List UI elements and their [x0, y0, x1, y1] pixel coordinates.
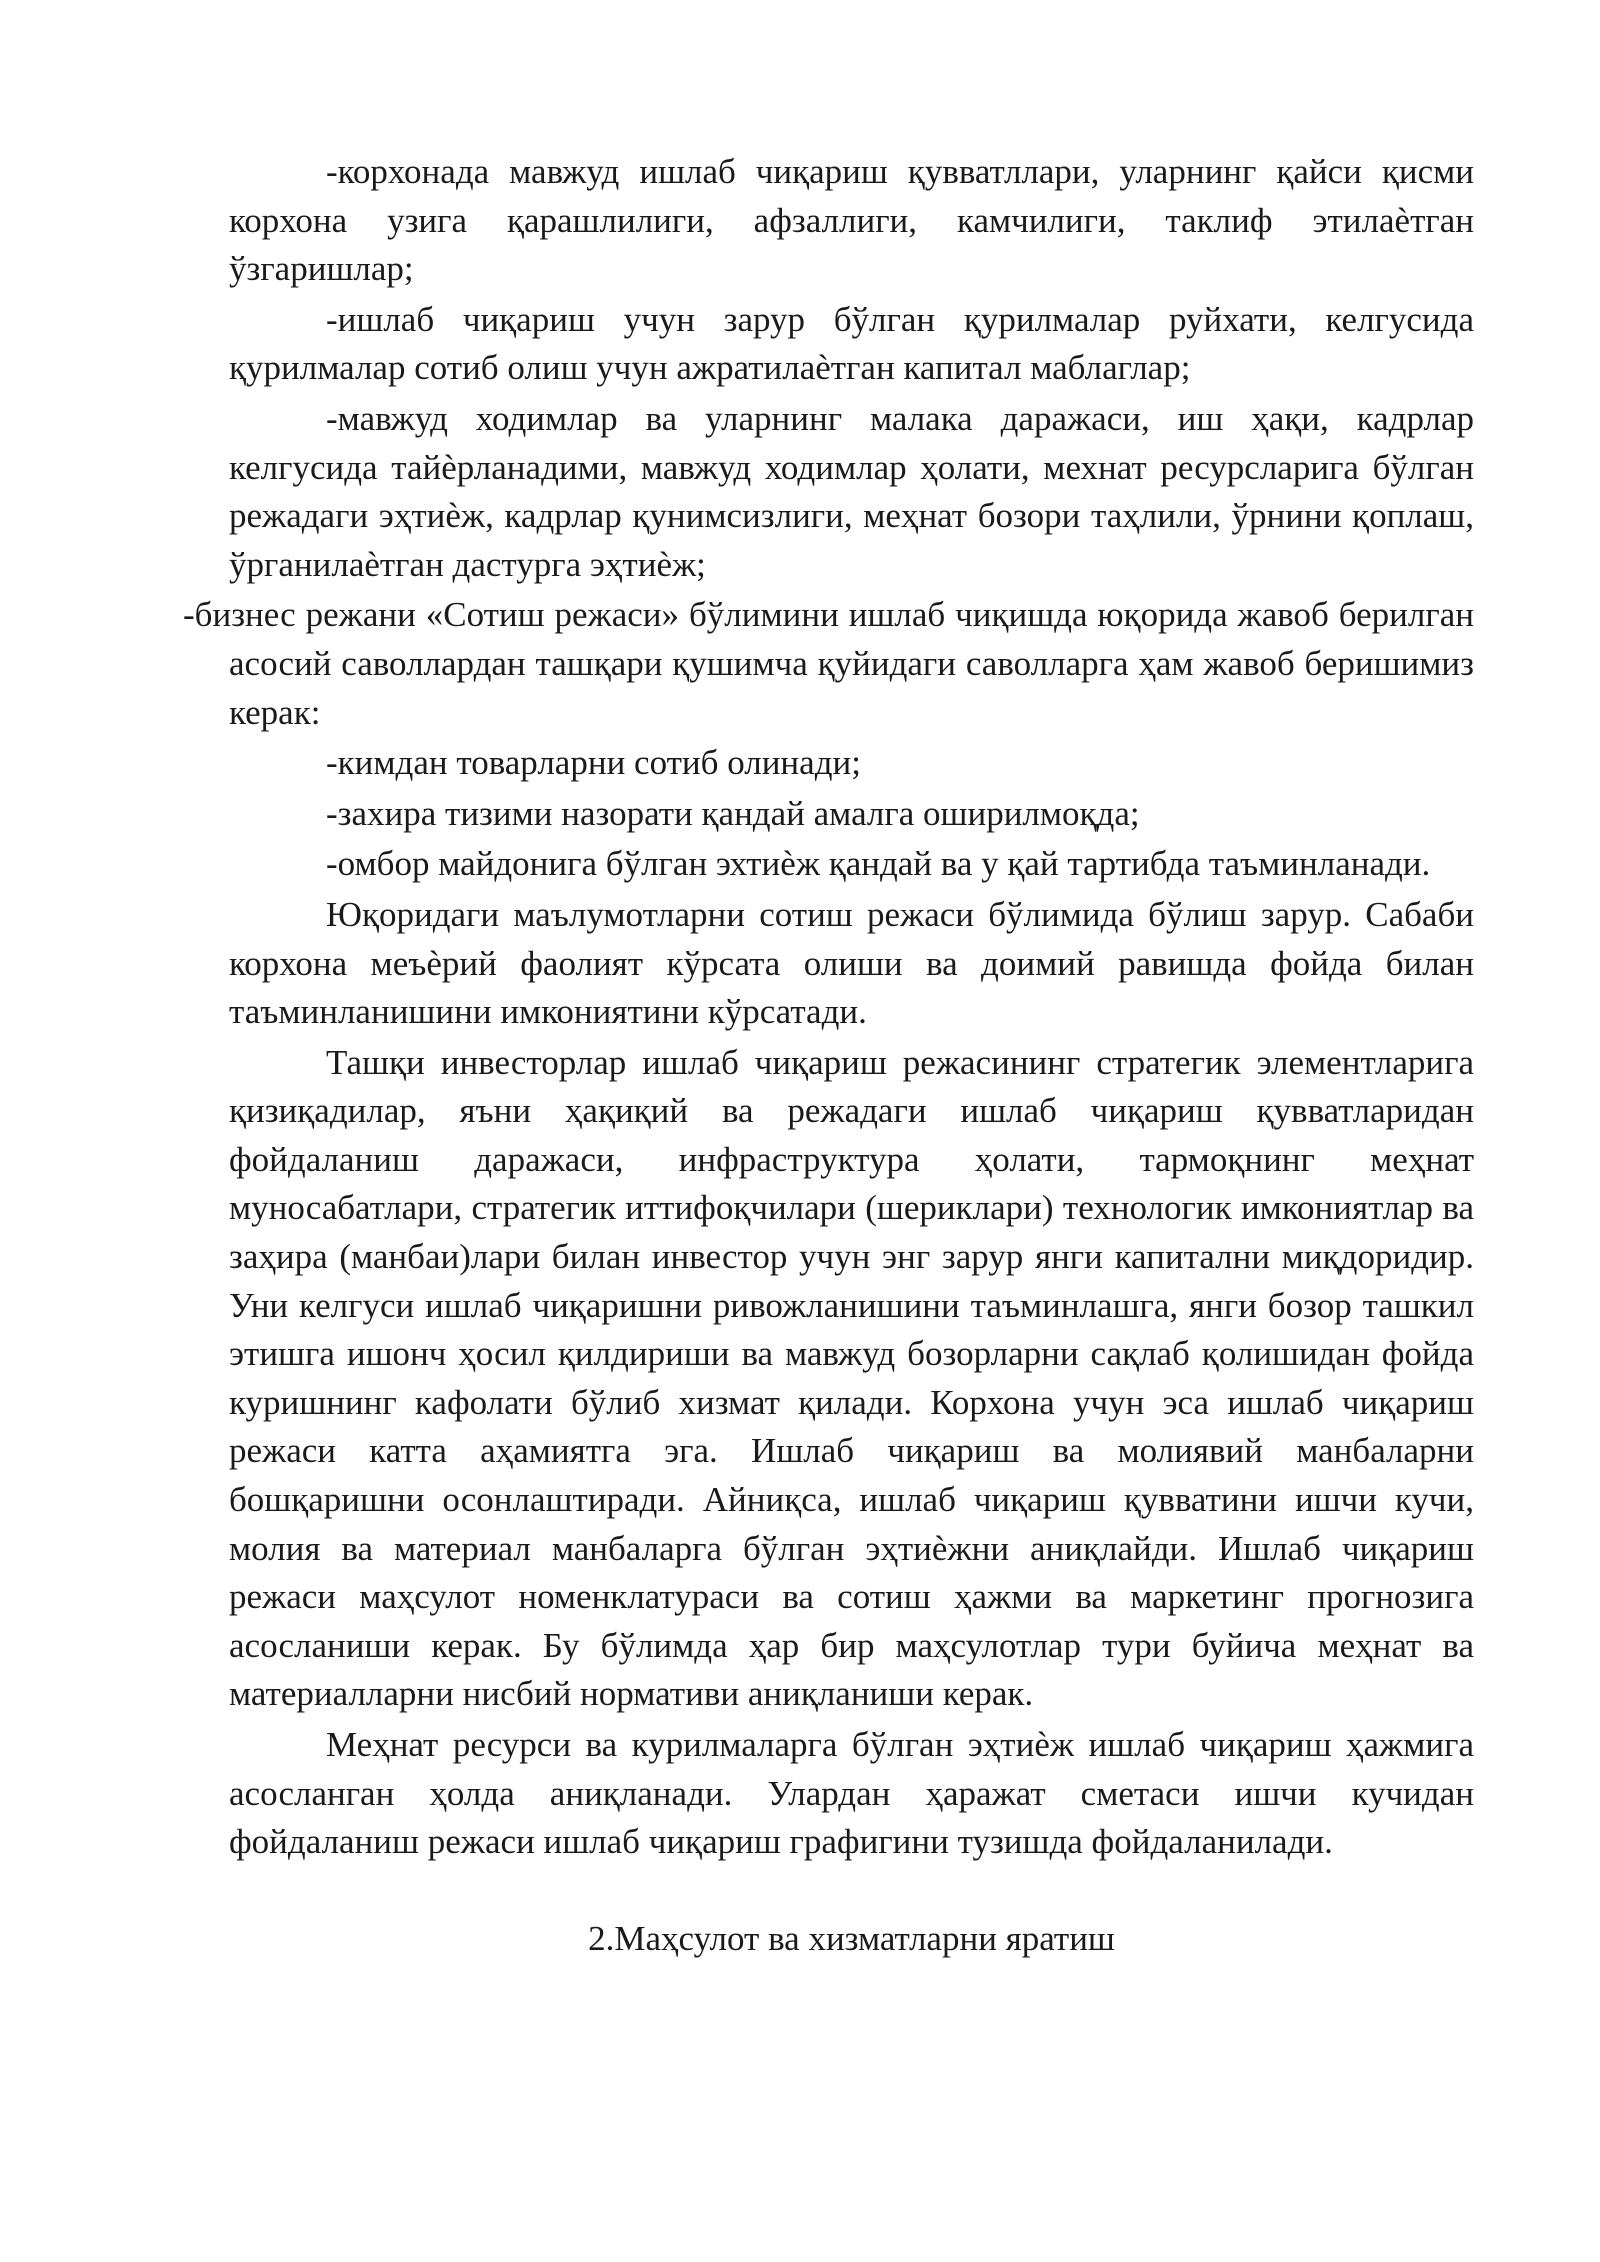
section-heading: 2.Маҳсулот ва хизматларни яратиш [588, 1918, 1115, 1958]
paragraph-labor-resources: Меҳнат ресурси ва курилмаларга бўлган эҳтиѐж ишлаб чиқариш ҳажмига асосланган ҳолда аниқланади. Улардан ҳаражат сметаси ишчи кучидан фойдаланиш режаси ишлаб чиқариш графигини тузишда фойдаланилади. [229, 1725, 1474, 1862]
list-item-suppliers: -кимдан товарларни сотиб олинади; [326, 743, 861, 783]
paragraph-staff: -мавжуд ходимлар ва уларнинг малака даражаси, иш ҳақи, кадрлар келгусида тайѐрланадими, мавжуд ходимлар ҳолати, мехнат ресурсларига бўлган режадаги эҳтиѐж, кадрлар қунимсизлиги, меҳнат бозори таҳлили, ўрнини қоплаш, ўрганилаѐтган дастурга эҳтиѐж; [229, 398, 1474, 584]
list-item-inventory-control: -захира тизими назорати қандай амалга оширилмоқда; [326, 793, 1140, 833]
paragraph-production-capacity: -корхонада мавжуд ишлаб чиқариш қувватллари, уларнинг қайси қисми корхона узига қарашлилиги, афзаллиги, камчилиги, таклиф этилаѐтган ўзгаришлар; [229, 152, 1474, 289]
paragraph-investors: Ташқи инвесторлар ишлаб чиқариш режасининг стратегик элементларига қизиқадилар, яъни ҳақиқий ва режадаги ишлаб чиқариш қувватларидан фойдаланиш даражаси, инфраструктура ҳолати, тармоқнинг меҳнат муносабатлари, стратегик иттифоқчилари (шериклари) технологик имкониятлар ва заҳира (манбаи)лари билан инвестор учун энг зарур янги капитални миқдоридир. Уни келгуси ишлаб чиқаришни ривожланишини таъминлашга, янги бозор ташкил этишга ишонч ҳосил қилдириши ва мавжуд бозорларни сақлаб қолишидан фойда куришнинг кафолати бўлиб хизмат қилади. Корхона учун эса ишлаб чиқариш режаси катта аҳамиятга эга. Ишлаб чиқариш ва молиявий манбаларни бошқаришни осонлаштиради. Айниқса, ишлаб чиқариш қувватини ишчи кучи, молия ва материал манбаларга бўлган эҳтиѐжни аниқлайди. Ишлаб чиқариш режаси маҳсулот номенклатураси ва сотиш ҳажми ва маркетинг прогнозига асосланиши керак. Бу бўлимда ҳар бир маҳсулотлар тури буйича меҳнат ва материалларни нисбий нормативи аниқланиши керак. [229, 1042, 1474, 1714]
list-item-warehouse: -омбор майдонига бўлган эхтиѐж қандай ва у қай тартибда таъминланади. [326, 844, 1431, 884]
paragraph-sales-plan: -бизнес режани «Сотиш режаси» бўлимини ишлаб чиқишда юқорида жавоб берилган асосий саволлардан ташқари қушимча қуйидаги саволларга ҳам жавоб беришимиз керак: [183, 595, 1474, 732]
paragraph-equipment-list: -ишлаб чиқариш учун зарур бўлган қурилмалар руйхати, келгусида қурилмалар сотиб олиш учун ажратилаѐтган капитал маблаглар; [229, 299, 1474, 388]
document-body [183, 148, 1474, 1963]
paragraph-sales-section: Юқоридаги маълумотларни сотиш режаси бўлимида бўлиш зарур. Сабаби корхона меъѐрий фаолият кўрсата олиши ва доимий равишда фойда билан таъминланишини имкониятини кўрсатади. [229, 894, 1474, 1032]
